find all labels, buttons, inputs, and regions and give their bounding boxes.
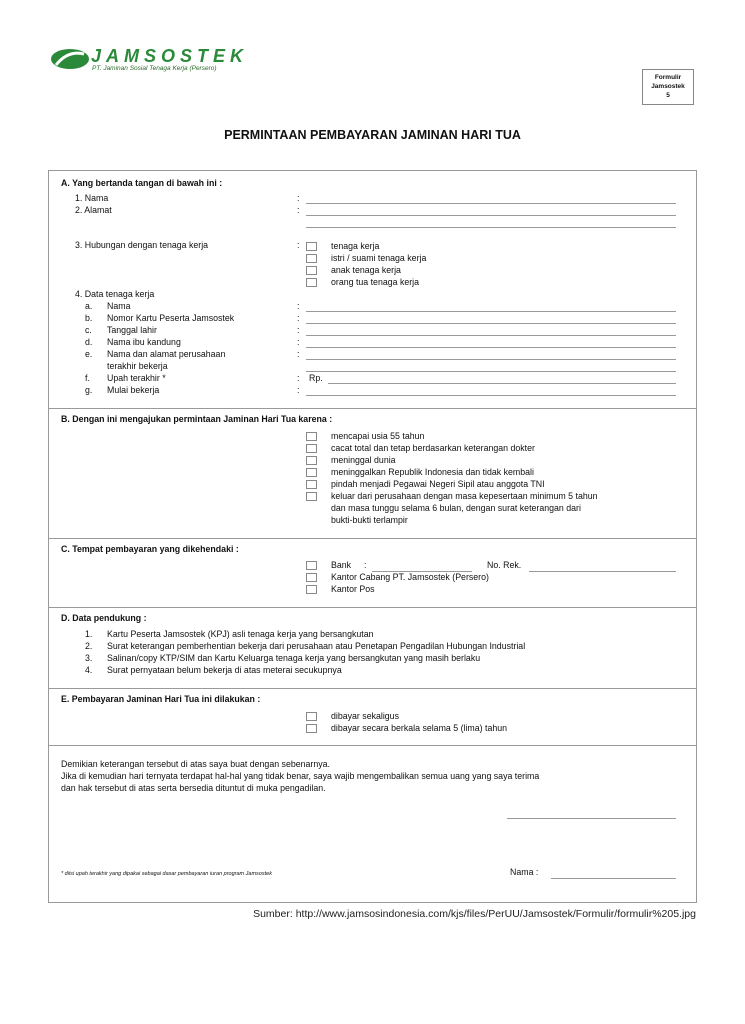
item-label: Tanggal lahir — [107, 325, 157, 335]
alasan-checkbox[interactable] — [306, 468, 317, 477]
form-label-line: Formulir — [654, 74, 682, 81]
dokumen-num: 4. — [85, 665, 93, 675]
kantor-pos-checkbox[interactable] — [306, 585, 317, 594]
upah-field[interactable] — [328, 383, 676, 384]
colon: : — [297, 373, 300, 383]
item-letter: b. — [85, 313, 93, 323]
item-letter: f. — [85, 373, 90, 383]
no-rek-field[interactable] — [529, 571, 676, 572]
dokumen-item: Surat keterangan pemberhentian bekerja dari perusahaan atau Penetapan Pengadilan Hubungan Industrial — [107, 641, 526, 651]
no-rek-label: No. Rek. — [487, 560, 522, 570]
dokumen-item: Kartu Peserta Jamsostek (KPJ) asli tenaga kerja yang bersangkutan — [107, 629, 374, 639]
alasan-checkbox[interactable] — [306, 432, 317, 441]
section-divider — [48, 688, 697, 689]
item-label: Nama ibu kandung — [107, 337, 181, 347]
tanggal-lahir-field[interactable] — [306, 335, 676, 336]
logo-text: JAMSOSTEK — [91, 46, 249, 66]
section-e-heading: E. Pembayaran Jaminan Hari Tua ini dilakukan : — [61, 694, 261, 704]
colon: : — [297, 349, 300, 359]
nama-signature-field[interactable] — [551, 878, 676, 879]
berkala-label: dibayar secara berkala selama 5 (lima) tahun — [331, 723, 508, 733]
section-divider — [48, 538, 697, 539]
alasan-checkbox[interactable] — [306, 480, 317, 489]
hubungan-option: istri / suami tenaga kerja — [331, 253, 427, 263]
form-label-line: 5 — [666, 92, 670, 99]
item-letter: a. — [85, 301, 93, 311]
alasan-option: keluar dari perusahaan dengan masa kepesertaan minimum 5 tahun — [331, 491, 598, 501]
alasan-checkbox[interactable] — [306, 456, 317, 465]
hubungan-option: anak tenaga kerja — [331, 265, 401, 275]
kantor-cabang-checkbox[interactable] — [306, 573, 317, 582]
hubungan-checkbox[interactable] — [306, 242, 317, 251]
alamat-label: 2. Alamat — [75, 205, 112, 215]
rp-label: Rp. — [309, 373, 323, 383]
colon: : — [297, 325, 300, 335]
logo-subtitle: PT. Jaminan Sosial Tenaga Kerja (Persero) — [92, 65, 217, 72]
perusahaan-field-2[interactable] — [306, 371, 676, 372]
nama-label: 1. Nama — [75, 193, 109, 203]
section-divider — [48, 607, 697, 608]
dokumen-num: 3. — [85, 653, 93, 663]
item-letter: g. — [85, 385, 93, 395]
section-c-heading: C. Tempat pembayaran yang dikehendaki : — [61, 544, 239, 554]
berkala-checkbox[interactable] — [306, 724, 317, 733]
alasan-option: meninggal dunia — [331, 455, 396, 465]
item-letter: e. — [85, 349, 93, 359]
hubungan-label: 3. Hubungan dengan tenaga kerja — [75, 240, 209, 250]
hubungan-checkbox[interactable] — [306, 254, 317, 263]
data-tenaga-kerja-heading: 4. Data tenaga kerja — [75, 289, 155, 299]
kantor-pos-label: Kantor Pos — [331, 584, 375, 594]
form-title: PERMINTAAN PEMBAYARAN JAMINAN HARI TUA — [224, 128, 521, 142]
item-letter: d. — [85, 337, 93, 347]
alasan-checkbox[interactable] — [306, 444, 317, 453]
kantor-cabang-label: Kantor Cabang PT. Jamsostek (Persero) — [331, 572, 489, 582]
bank-checkbox[interactable] — [306, 561, 317, 570]
colon: : — [297, 240, 300, 250]
declaration-line: Demikian keterangan tersebut di atas saya buat dengan sebenarnya. — [61, 759, 330, 769]
section-divider — [48, 745, 697, 746]
alasan-option: cacat total dan tetap berdasarkan keterangan dokter — [331, 443, 535, 453]
sekaligus-checkbox[interactable] — [306, 712, 317, 721]
alasan-option: pindah menjadi Pegawai Negeri Sipil atau anggota TNI — [331, 479, 545, 489]
section-b-heading: B. Dengan ini mengajukan permintaan Jaminan Hari Tua karena : — [61, 414, 333, 424]
source-caption: Sumber: http://www.jamsosindonesia.com/kjs/files/PerUU/Jamsostek/Formulir/formulir%205.jpg — [253, 908, 696, 920]
declaration-line: Jika di kemudian hari ternyata terdapat hal-hal yang tidak benar, saya wajib mengembalikan semua uang yang saya terima — [61, 771, 540, 781]
nama-field[interactable] — [306, 203, 676, 204]
jamsostek-logo-icon — [50, 48, 90, 70]
mulai-bekerja-field[interactable] — [306, 395, 676, 396]
dokumen-num: 1. — [85, 629, 93, 639]
section-divider — [48, 408, 697, 409]
hubungan-option: tenaga kerja — [331, 241, 380, 251]
colon: : — [297, 337, 300, 347]
hubungan-option: orang tua tenaga kerja — [331, 277, 420, 287]
colon: : — [297, 313, 300, 323]
alasan-checkbox[interactable] — [306, 492, 317, 501]
dokumen-num: 2. — [85, 641, 93, 651]
nama-tk-field[interactable] — [306, 311, 676, 312]
item-letter: c. — [85, 325, 92, 335]
alamat-field-2[interactable] — [306, 227, 676, 228]
item-label: Mulai bekerja — [107, 385, 160, 395]
alasan-continuation: bukti-bukti terlampir — [331, 515, 408, 525]
item-label: Nomor Kartu Peserta Jamsostek — [107, 313, 235, 323]
ibu-kandung-field[interactable] — [306, 347, 676, 348]
form-number-box — [642, 69, 694, 105]
kartu-field[interactable] — [306, 323, 676, 324]
section-a-heading: A. Yang bertanda tangan di bawah ini : — [61, 178, 223, 188]
colon: : — [297, 385, 300, 395]
alamat-field[interactable] — [306, 215, 676, 216]
declaration-line: dan hak tersebut di atas serta bersedia dituntut di muka pengadilan. — [61, 783, 326, 793]
dokumen-item: Salinan/copy KTP/SIM dan Kartu Keluarga tenaga kerja yang bersangkutan yang masih berlaku — [107, 653, 481, 663]
alasan-option: mencapai usia 55 tahun — [331, 431, 425, 441]
colon: : — [364, 560, 367, 570]
colon: : — [297, 301, 300, 311]
nama-signature-label: Nama : — [510, 867, 539, 877]
dokumen-item: Surat pernyataan belum bekerja di atas meterai secukupnya — [107, 665, 342, 675]
item-label-cont: terakhir bekerja — [107, 361, 168, 371]
form-label-line: Jamsostek — [651, 83, 685, 90]
item-label: Nama dan alamat perusahaan — [107, 349, 226, 359]
colon: : — [297, 193, 300, 203]
footnote: * diisi upah terakhir yang dipakai sebagai dasar pembayaran iuran program Jamsostek — [61, 871, 272, 877]
hubungan-checkbox[interactable] — [306, 278, 317, 287]
section-d-heading: D. Data pendukung : — [61, 613, 147, 623]
item-label: Nama — [107, 301, 131, 311]
sekaligus-label: dibayar sekaligus — [331, 711, 399, 721]
perusahaan-field[interactable] — [306, 359, 676, 360]
bank-label: Bank — [331, 560, 352, 570]
alasan-option: meninggalkan Republik Indonesia dan tidak kembali — [331, 467, 534, 477]
alasan-continuation: dan masa tunggu selama 6 bulan, dengan surat keterangan dari — [331, 503, 581, 513]
hubungan-checkbox[interactable] — [306, 266, 317, 275]
item-label: Upah terakhir * — [107, 373, 166, 383]
colon: : — [297, 205, 300, 215]
signature-field[interactable] — [507, 818, 676, 819]
